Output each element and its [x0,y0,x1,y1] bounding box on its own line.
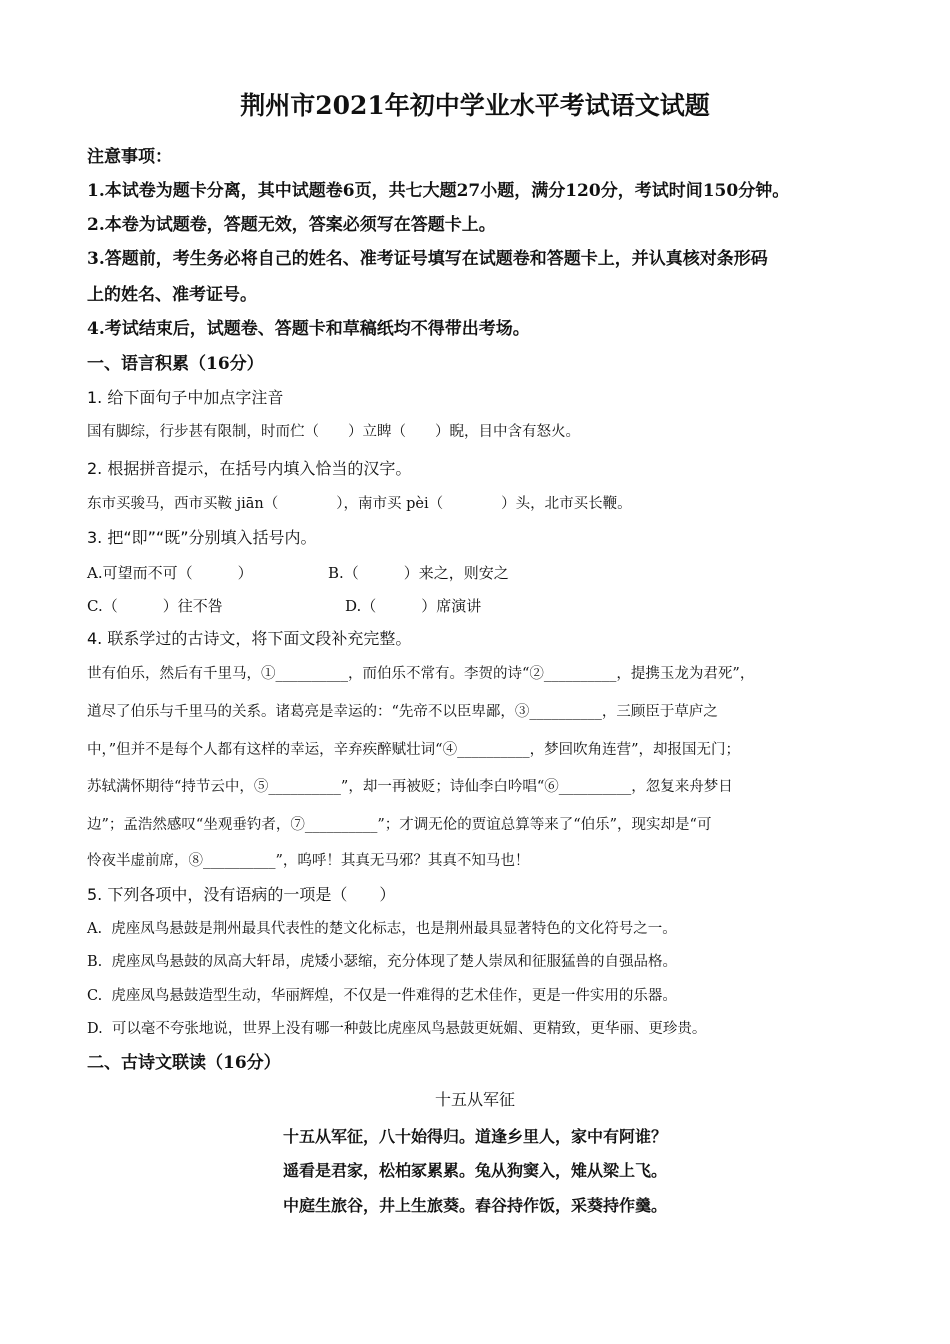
passage-line: 中，”但并不是每个人都有这样的幸运，辛弃疾醉赋壮词“④__________，梦回吹角连营”，却报国无门； [87,742,740,758]
question-line: 东市买骏马，西市买鞍 jiān（ ），南市买 pèi（ ）头，北市买长鞭。 [87,496,632,512]
question-stem: 4. 联系学过的古诗文，将下面文段补充完整。 [87,629,412,648]
option-a: A.可望而不可（ ） [87,564,253,582]
notice-item: 3.答题前，考生务必将自己的姓名、准考证号填写在试题卷和答题卡上，并认真核对条形码 [87,249,768,269]
page-title: 荆州市2021年初中学业水平考试语文试题 [240,91,710,120]
option-line: C. 虎座凤鸟悬鼓造型生动，华丽辉煌，不仅是一件难得的艺术佳作，更是一件实用的乐器。 [87,988,677,1004]
option-c: C.（ ）往不咎 [87,597,223,615]
passage-line: 世有伯乐，然后有千里马，①__________，而伯乐不常有。李贺的诗“②__________，提携玉龙为君死”， [87,666,755,682]
poem-line: 遥看是君家，松柏冢累累。兔从狗窦入，雉从梁上飞。 [282,1161,667,1180]
poem-title: 十五从军征 [434,1090,515,1109]
option-line: A. 虎座凤鸟悬鼓是荆州最具代表性的楚文化标志，也是荆州最具显著特色的文化符号之一。 [87,921,677,937]
option-line: D. 可以毫不夸张地说，世界上没有哪一种鼓比虎座凤鸟悬鼓更妩媚、更精致，更华丽、更珍贵。 [87,1021,707,1037]
notice-item: 上的姓名、准考证号。 [87,285,257,305]
passage-line: 苏轼满怀期待“持节云中，⑤__________”，却一再被贬；诗仙李白吟唱“⑥__________，忽复来舟梦日 [87,779,733,795]
passage-line: 怜夜半虚前席，⑧__________”，呜呼！其真无马邪？其真不知马也！ [87,853,530,869]
notice-item: 1.本试卷为题卡分离，其中试题卷6页，共七大题27小题，满分120分，考试时间150分钟。 [87,181,790,201]
question-stem: 3. 把“即”“既”分别填入括号内。 [87,528,317,547]
poem-line: 中庭生旅谷，井上生旅葵。舂谷持作饭，采葵持作羹。 [282,1196,667,1215]
question-stem: 2. 根据拼音提示，在括号内填入恰当的汉字。 [87,459,412,478]
notice-heading: 注意事项： [87,147,172,167]
poem-line: 十五从军征，八十始得归。道逢乡里人，家中有阿谁？ [282,1127,667,1146]
passage-line: 道尽了伯乐与千里马的关系。诸葛亮是幸运的：“先帝不以臣卑鄙，③__________，三顾臣于草庐之 [87,704,718,720]
section-heading: 一、语言积累（16分） [87,354,264,374]
notice-item: 2.本卷为试题卷，答题无效，答案必须写在答题卡上。 [87,215,496,235]
passage-line: 边”；孟浩然感叹“坐观垂钓者，⑦__________”；才调无伦的贾谊总算等来了“伯乐”，现实却是“可 [87,817,712,833]
notice-item: 4.考试结束后，试题卷、答题卡和草稿纸均不得带出考场。 [87,319,530,339]
question-stem: 1. 给下面句子中加点字注音 [87,388,284,407]
option-b: B.（ ）来之，则安之 [328,564,509,582]
section-heading: 二、古诗文联读（16分） [87,1053,281,1073]
option-line: B. 虎座凤鸟悬鼓的凤高大轩昂，虎矮小瑟缩，充分体现了楚人崇凤和征服猛兽的自强品格。 [87,954,677,970]
option-d: D.（ ）席演讲 [345,597,482,615]
question-stem: 5. 下列各项中，没有语病的一项是（ ） [87,885,396,904]
question-line: 国有脚综，行步甚有限制，时而伫（ ）立睥（ ）睨，目中含有怒火。 [87,424,580,440]
